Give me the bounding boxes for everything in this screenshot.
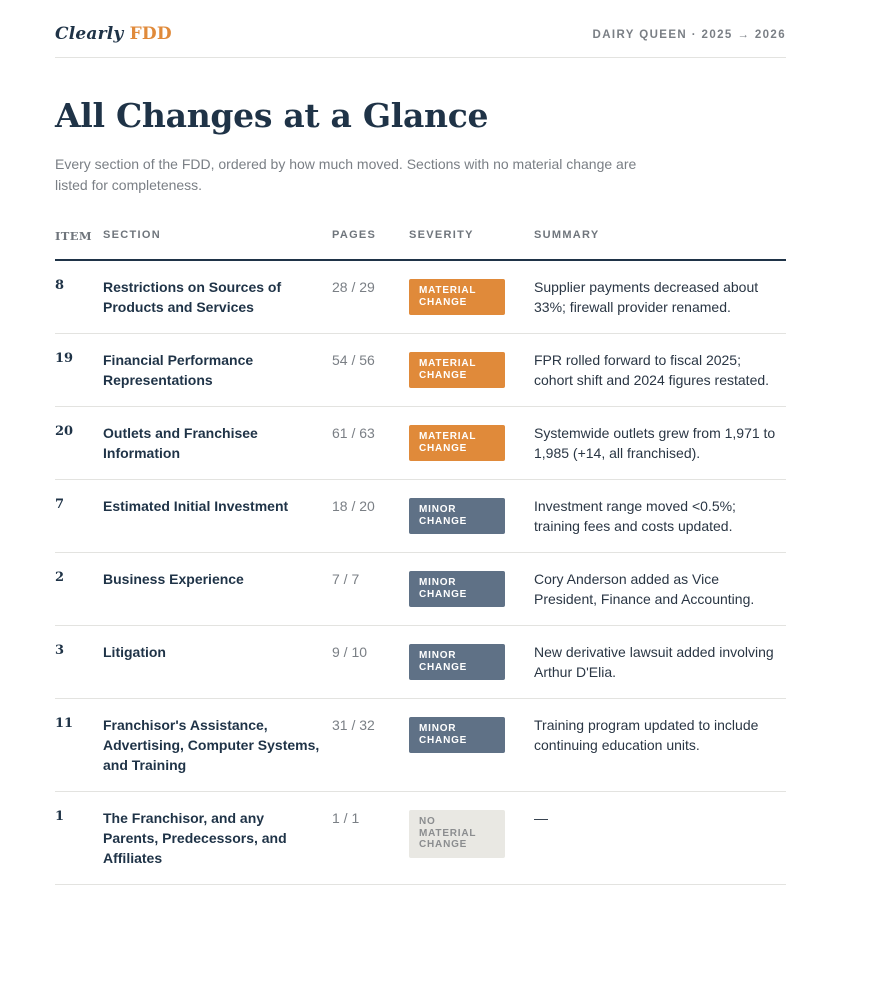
page-range: 54 / 56 — [332, 334, 409, 407]
change-summary: Training program updated to include continuing education units. — [534, 699, 786, 792]
item-number: 20 — [55, 407, 103, 480]
page-title: All Changes at a Glance — [55, 96, 489, 135]
table-row[interactable] — [55, 553, 786, 626]
item-number: 1 — [55, 792, 103, 885]
page-range: 28 / 29 — [332, 260, 409, 334]
severity-badge: MINOR CHANGE — [409, 498, 505, 534]
table-row[interactable] — [55, 699, 786, 792]
item-number: 3 — [55, 626, 103, 699]
column-header-section: SECTION — [103, 224, 332, 260]
change-summary: Investment range moved <0.5%; training fees and costs updated. — [534, 480, 786, 553]
page-range: 18 / 20 — [332, 480, 409, 553]
severity-cell — [409, 407, 534, 480]
severity-badge: MINOR CHANGE — [409, 571, 505, 607]
table-header-row — [55, 224, 786, 260]
change-summary: FPR rolled forward to fiscal 2025; cohort shift and 2024 figures restated. — [534, 334, 786, 407]
item-number: 11 — [55, 699, 103, 792]
brand-main: Clearly — [55, 24, 124, 44]
document-meta: DAIRY QUEEN · 2025 → 2026 — [592, 29, 786, 41]
change-summary: — — [534, 792, 786, 885]
page-header — [55, 22, 786, 58]
severity-cell — [409, 699, 534, 792]
column-header-item: ITEM — [55, 224, 103, 260]
section-title: Outlets and Franchisee Information — [103, 407, 332, 480]
severity-cell — [409, 792, 534, 885]
section-title: Business Experience — [103, 553, 332, 626]
severity-badge: MINOR CHANGE — [409, 644, 505, 680]
table-body — [55, 260, 786, 885]
severity-cell — [409, 260, 534, 334]
severity-badge: MATERIAL CHANGE — [409, 279, 505, 315]
severity-badge: MATERIAL CHANGE — [409, 425, 505, 461]
severity-badge: MATERIAL CHANGE — [409, 352, 505, 388]
page-range: 31 / 32 — [332, 699, 409, 792]
section-title: The Franchisor, and any Parents, Predecessors, and Affiliates — [103, 792, 332, 885]
table-row[interactable] — [55, 334, 786, 407]
table-row[interactable] — [55, 260, 786, 334]
severity-cell — [409, 334, 534, 407]
table-row[interactable] — [55, 626, 786, 699]
item-number: 7 — [55, 480, 103, 553]
page-range: 61 / 63 — [332, 407, 409, 480]
brand-accent: FDD — [129, 24, 172, 44]
column-header-severity: SEVERITY — [409, 224, 534, 260]
page-range: 7 / 7 — [332, 553, 409, 626]
section-title: Financial Performance Representations — [103, 334, 332, 407]
severity-badge: MINOR CHANGE — [409, 717, 505, 753]
item-number: 19 — [55, 334, 103, 407]
page-range: 1 / 1 — [332, 792, 409, 885]
item-number: 8 — [55, 260, 103, 334]
change-summary: Supplier payments decreased about 33%; firewall provider renamed. — [534, 260, 786, 334]
page-intro: Every section of the FDD, ordered by how much moved. Sections with no material change are listed for completeness. — [55, 156, 637, 193]
section-title: Restrictions on Sources of Products and Services — [103, 260, 332, 334]
change-summary: Cory Anderson added as Vice President, Finance and Accounting. — [534, 553, 786, 626]
table-row[interactable] — [55, 792, 786, 885]
severity-cell — [409, 626, 534, 699]
page-range: 9 / 10 — [332, 626, 409, 699]
column-header-pages: PAGES — [332, 224, 409, 260]
item-number: 2 — [55, 553, 103, 626]
severity-cell — [409, 553, 534, 626]
brand-logo[interactable] — [55, 24, 172, 44]
changes-table — [55, 224, 786, 885]
change-summary: Systemwide outlets grew from 1,971 to 1,985 (+14, all franchised). — [534, 407, 786, 480]
severity-cell — [409, 480, 534, 553]
change-summary: New derivative lawsuit added involving Arthur D'Elia. — [534, 626, 786, 699]
table-row[interactable] — [55, 407, 786, 480]
section-title: Litigation — [103, 626, 332, 699]
table-row[interactable] — [55, 480, 786, 553]
severity-badge: NO MATERIAL CHANGE — [409, 810, 505, 858]
column-header-summary: SUMMARY — [534, 224, 786, 260]
section-title: Estimated Initial Investment — [103, 480, 332, 553]
section-title: Franchisor's Assistance, Advertising, Computer Systems, and Training — [103, 699, 332, 792]
